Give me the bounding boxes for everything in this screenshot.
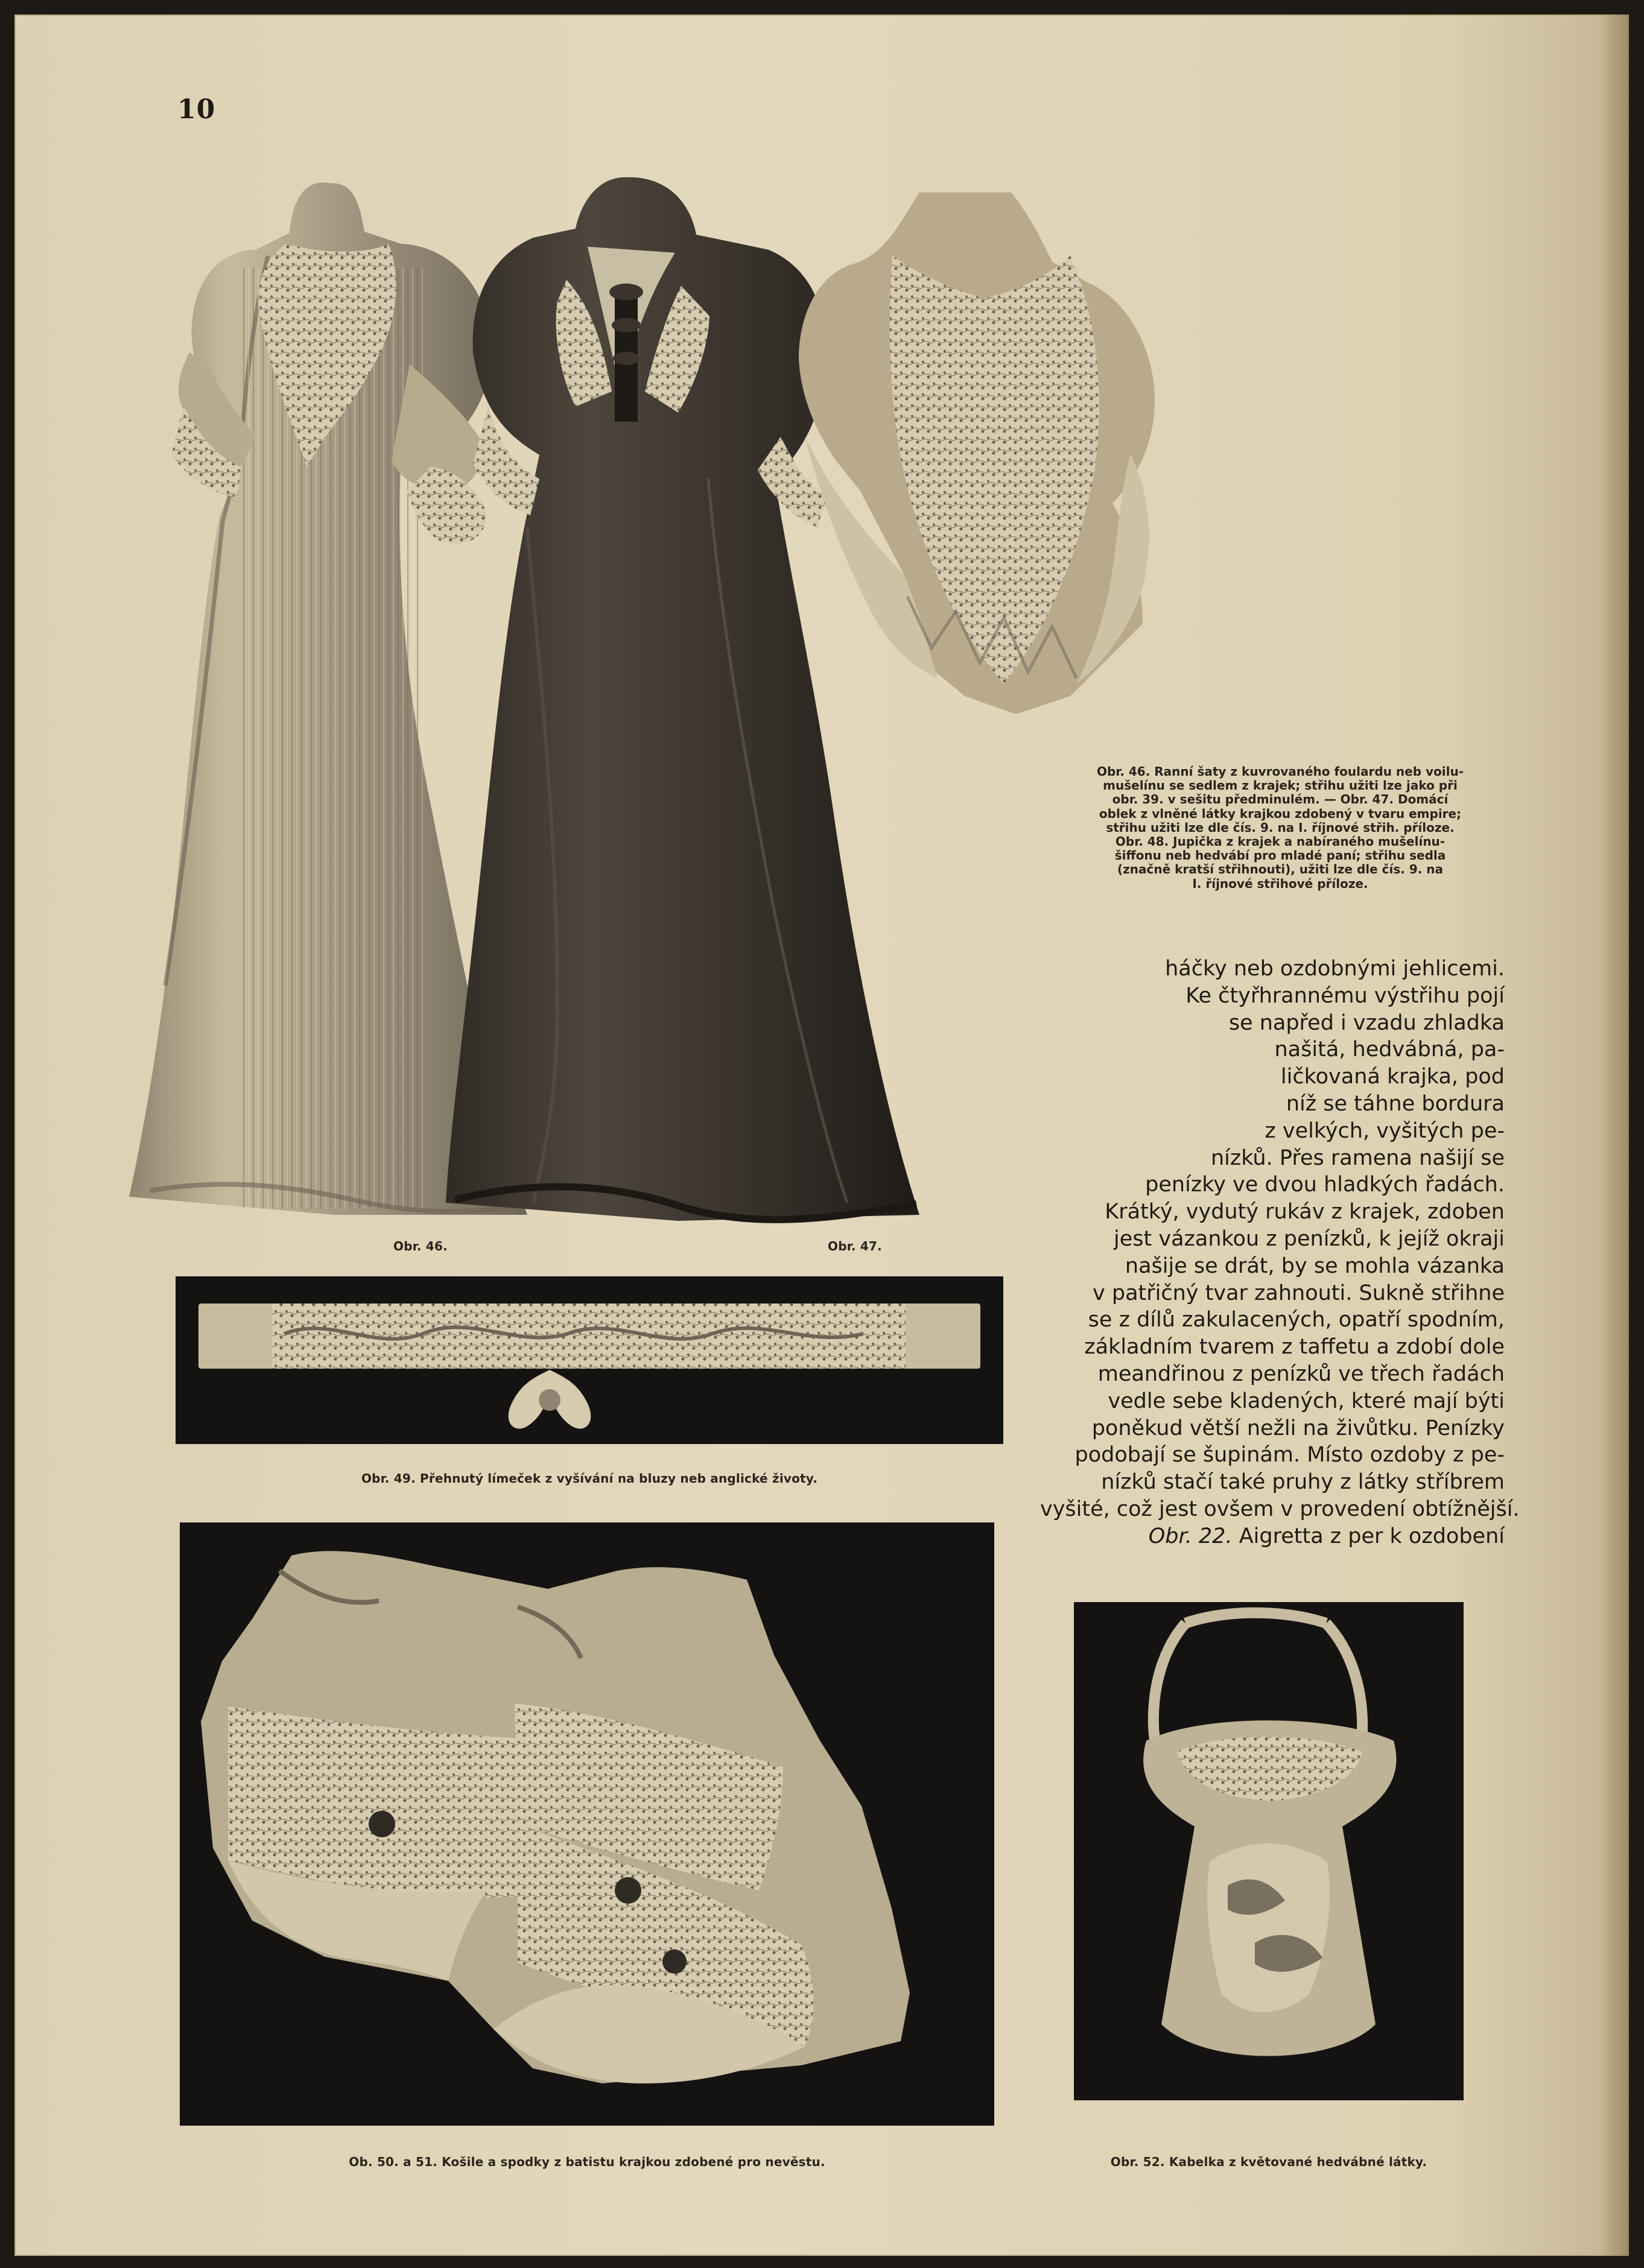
- caption-line: I. říjnové střihové příloze.: [1192, 876, 1368, 891]
- article-line: našije se drát, by se mohla vázanka: [1125, 1253, 1505, 1278]
- article-line: našitá, hedvábná, pa-: [1274, 1037, 1505, 1062]
- caption-line: střihu užiti lze dle čís. 9. na I. říjnové střih. příloze.: [1106, 820, 1455, 835]
- article-text: [1040, 955, 1520, 1550]
- article-figure-ref: Obr. 22.: [1148, 1524, 1233, 1548]
- caption-line: mušelínu se sedlem z krajek; střihu užiti lze jako při: [1103, 778, 1458, 793]
- collar-illustration: [176, 1276, 1003, 1444]
- article-line: nízků. Přes ramena našijí se: [1210, 1145, 1505, 1170]
- fashion-caption-block: [1051, 765, 1509, 891]
- article-line: poněkud větší nežli na živůtku. Penízky: [1091, 1416, 1505, 1440]
- article-line: Ke čtyřhrannému výstřihu pojí: [1185, 983, 1505, 1008]
- article-line: meandřinou z penízků ve třech řadách: [1097, 1361, 1505, 1386]
- article-line: vyšité, což jest ovšem v provedení obtížnější.: [1040, 1497, 1520, 1521]
- handbag-caption: Obr. 52. Kabelka z květované hedvábné látky.: [1110, 2155, 1427, 2169]
- article-line: háčky neb ozdobnými jehlicemi.: [1165, 957, 1505, 981]
- page-gutter: [1600, 14, 1629, 2256]
- figure-47-label: Obr. 47.: [828, 1239, 882, 1253]
- article-line: Krátký, vydutý rukáv z krajek, zdoben: [1105, 1200, 1505, 1224]
- gowns-illustration: [117, 153, 1173, 1245]
- page-number: 10: [177, 94, 216, 125]
- caption-line: (značně kratší střihnouti), užiti lze dle čís. 9. na: [1117, 862, 1444, 877]
- collar-caption: Obr. 49. Přehnutý límeček z vyšívání na bluzy neb anglické životy.: [361, 1471, 818, 1486]
- article-line: v patřičný tvar zahnouti. Sukně střihne: [1093, 1281, 1505, 1305]
- caption-line: obr. 39. v sešitu předminulém. — Obr. 47. Domácí: [1112, 792, 1449, 807]
- lingerie-caption: Ob. 50. a 51. Košile a spodky z batistu krajkou zdobené pro nevěstu.: [349, 2155, 825, 2169]
- article-line: penízky ve dvou hladkých řadách.: [1145, 1173, 1505, 1197]
- figure-46-label: Obr. 46.: [393, 1239, 448, 1253]
- magazine-page: [14, 14, 1629, 2256]
- article-line: se z dílů zakulacených, opatří spodním,: [1088, 1308, 1505, 1332]
- article-line: nízků stačí také pruhy z látky stříbrem: [1101, 1470, 1505, 1495]
- article-line: podobají se šupinám. Místo ozdoby z pe-: [1074, 1443, 1505, 1468]
- article-line: vedle sebe kladených, které mají býti: [1108, 1389, 1505, 1413]
- article-final-text: Aigretta z per k ozdobení: [1232, 1524, 1505, 1548]
- handbag-illustration: [1074, 1602, 1464, 2100]
- caption-line: Obr. 46. Ranní šaty z kuvrovaného foulardu neb voilu-: [1096, 764, 1464, 779]
- article-final-line: [1040, 1523, 1505, 1550]
- caption-line: šiffonu neb hedvábí pro mladé paní; střihu sedla: [1114, 848, 1446, 863]
- caption-line: Obr. 48. Jupička z krajek a nabíraného mušelínu-: [1115, 834, 1446, 849]
- article-line: ličkovaná krajka, pod: [1280, 1065, 1505, 1089]
- lingerie-illustration: [180, 1522, 994, 2126]
- article-line: níž se táhne bordura: [1286, 1091, 1505, 1116]
- article-line: jest vázankou z penízků, k jejíž okraji: [1114, 1226, 1505, 1251]
- article-line: z velkých, vyšitých pe-: [1265, 1118, 1505, 1143]
- caption-line: oblek z vlněné látky krajkou zdobený v tvaru empire;: [1099, 806, 1462, 821]
- article-line: se napřed i vzadu zhladka: [1228, 1010, 1505, 1035]
- article-line: základním tvarem z taffetu a zdobí dole: [1084, 1335, 1505, 1360]
